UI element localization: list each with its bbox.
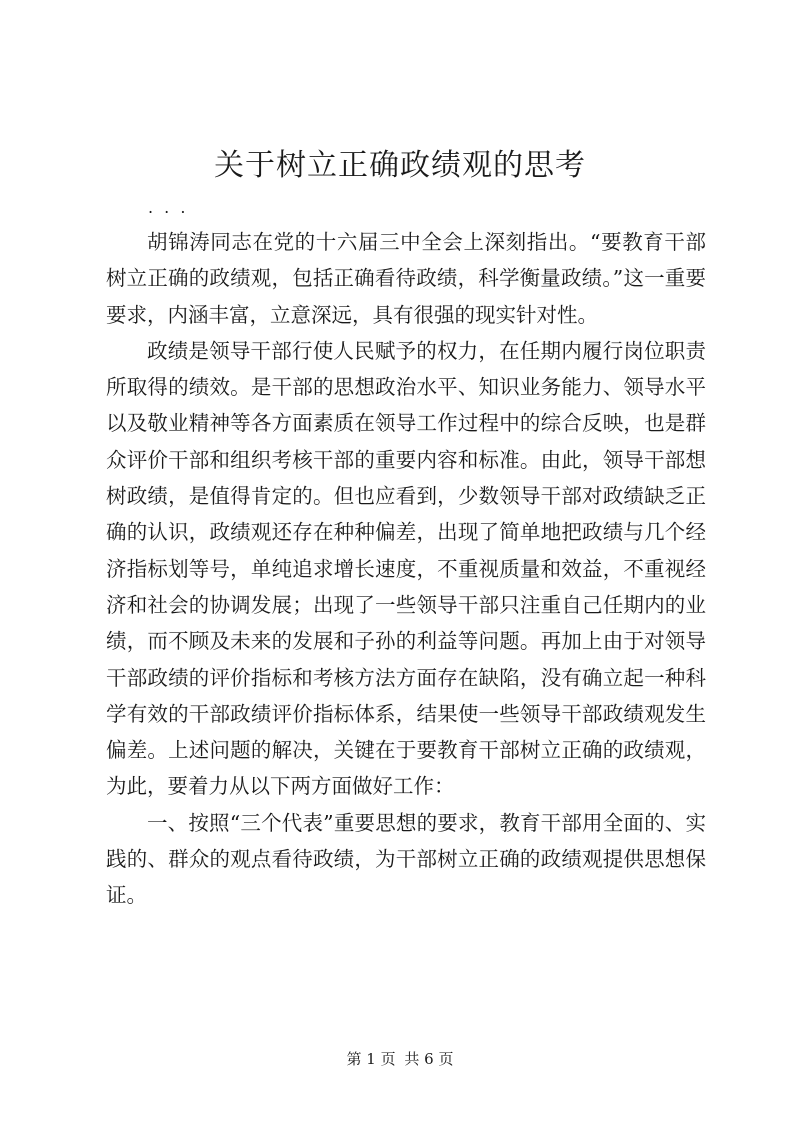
document-title: 关于树立正确政绩观的思考 (214, 148, 586, 183)
paragraph-2: 政绩是领导干部行使人民赋予的权力，在任期内履行岗位职责所取得的绩效。是干部的思想政治水平、知识业务能力、领导水平以及敬业精神等各方面素质在领导工作过程中的综合反映，也是群众评价干部和组织考核干部的重要内容和标准。由此，领导干部想树政绩，是值得肯定的。但也应看到，少数领导干部对政绩缺乏正确的认识，政绩观还存在种种偏差，出现了简单地把政绩与几个经济指标划等号，单纯追求增长速度，不重视质量和效益，不重视经济和社会的协调发展；出现了一些领导干部只注重自己任期内的业绩，而不顾及未来的发展和子孙的利益等问题。再加上由于对领导干部政绩的评价指标和考核方法方面存在缺陷，没有确立起一种科学有效的干部政绩评价指标体系，结果使一些领导干部政绩观发生偏差。上述问题的解决，关键在于要教育干部树立正确的政绩观，为此，要着力从以下两方面做好工作： (106, 338, 706, 799)
document-body (106, 224, 706, 914)
ellipsis-marker: . . . (148, 198, 189, 217)
page-total: 共 6 页 (404, 1050, 454, 1068)
paragraph-1: 胡锦涛同志在党的十六届三中全会上深刻指出。“要教育干部树立正确的政绩观，包括正确看待政绩，科学衡量政绩。”这一重要要求，内涵丰富，立意深远，具有很强的现实针对性。 (106, 230, 706, 327)
paragraph-3: 一、按照“三个代表”重要思想的要求，教育干部用全面的、实践的、群众的观点看待政绩，为干部树立正确的政绩观提供思想保证。 (106, 810, 706, 908)
page-number: 第 1 页 (346, 1050, 396, 1068)
page-footer (0, 1048, 800, 1069)
